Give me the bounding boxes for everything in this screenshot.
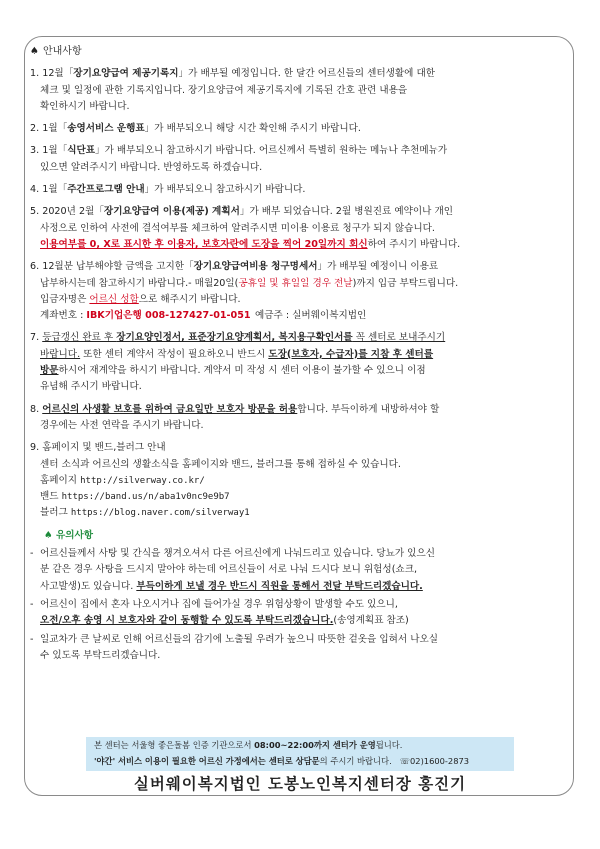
notice-item-4: 4. 1월「주간프로그램 안내」가 배부되오니 참고하시기 바랍니다. bbox=[30, 184, 306, 196]
notice-content bbox=[30, 44, 570, 664]
notice-item-1: 1. 12월「장기요양급여 제공기록지」가 배부될 예정입니다. 한 달간 어르신들의 센터생활에 대한 체크 및 일정에 관한 기록지입니다. 장기요양급여 제공기록지에 기록된 간호 관련 내용을 확인하시기 바랍니다. bbox=[30, 68, 436, 112]
account-number: IBK기업은행 008-127427-01-051 bbox=[86, 310, 251, 322]
notice-item-2: 2. 1월「송영서비스 운행표」가 배부되오니 해당 시간 확인해 주시기 바랍니다. bbox=[30, 123, 361, 135]
blog-link[interactable]: https://blog.naver.com/silverway1 bbox=[70, 508, 250, 519]
notice-title: 안내사항 bbox=[42, 46, 82, 57]
info-box: 본 센터는 서울형 좋은돌봄 인증 기관으로서 08:00~22:00까지 센터가 운영됩니다. '야간' 서비스 이용이 필요한 어르신 가정에서는 센터로 상담문의 주시기 바랍니다. ☏02)1600-2873 bbox=[86, 737, 514, 771]
notice-item-6: 6. 12월분 납부해야할 금액을 고지한「장기요양급여비용 청구명세서」가 배부될 예정이니 이용료 납부하시는데 참고하시기 바랍니다.- 매월20일(공휴일 및 휴일일 경우 전날)까지 입금 부탁드립니다. 입금자명은 어르신 성함으로 해주시기 바랍니다. 계좌번호 : IBK기업은행 008-127427-01-051 예금주 : 실버웨이복지법인 bbox=[30, 261, 459, 322]
caution-note-3: - 일교차가 큰 날씨로 인해 어르신들의 감기에 노출될 우려가 높으니 따뜻한 겉옷을 입혀서 나오실 수 있도록 부탁드리겠습니다. bbox=[30, 633, 439, 661]
caution-title: 유의사항 bbox=[55, 529, 94, 541]
caution-note-1: - 어르신들께서 사탕 및 간식을 챙겨오셔서 다른 어르신에게 나눠드리고 있습니다. 당뇨가 있으신 분 같은 경우 사탕을 드시지 말아야 하는데 어르신들이 서로 나눠 드시다 보니 위험성(쇼크, 사고발생)도 있습니다. 부득이하게 보낼 경우 반드시 직원을 통해서 전달 부탁드리겠습니다. bbox=[30, 548, 435, 592]
footer-signature: 실버웨이복지법인 도봉노인복지센터장 홍진기 bbox=[133, 775, 467, 793]
notice-item-3: 3. 1월「식단표」가 배부되오니 참고하시기 바랍니다. 어르신께서 특별히 원하는 메뉴나 추천메뉴가 있으면 알려주시기 바랍니다. 반영하도록 하겠습니다. bbox=[30, 145, 448, 173]
club-icon: ♠ bbox=[30, 46, 39, 57]
notice-item-5: 5. 2020년 2월「장기요양급여 이용(제공) 계획서」가 배부 되었습니다. 2월 병원진료 예약이나 개인 사정으로 인하여 사전에 결석여부를 체크하여 알려주시면 미이용 이용료 청구가 되지 않습니다. 이용여부를 0, X로 표시한 후 이용자, 보호자란에 도장을 찍어 20일까지 회신하여 주시기 바랍니다. bbox=[30, 206, 461, 250]
phone-number: 02)1600-2873 bbox=[410, 756, 470, 766]
caution-section bbox=[30, 528, 570, 664]
notice-item-7: 7. 등급갱신 완료 후 장기요양인정서, 표준장기요양계획서, 복지용구확인서를 꼭 센터로 보내주시기 바랍니다. 또한 센터 계약서 작성이 필요하오니 반드시 도장(보호자, 수급자)를 지참 후 센터를 방문하시어 재계약을 하시기 바랍니다. 계약서 미 작성 시 센터 이용이 불가할 수 있으니 이점 유념해 주시기 바랍니다. bbox=[30, 332, 446, 393]
phone-icon: ☏ bbox=[399, 756, 411, 766]
band-link[interactable]: https://band.us/n/aba1v0nc9e9b7 bbox=[61, 492, 230, 503]
notice-item-9: 9. 홈페이지 및 밴드,블러그 안내 센터 소식과 어르신의 생활소식을 홈페이지와 밴드, 블러그를 통해 접하실 수 있습니다. 홈페이지 http://silverway.co.kr/ 밴드 https://band.us/n/aba1v0nc9e9b7 블러그 https://blog.naver.com/silverway1 bbox=[30, 442, 401, 519]
club-icon: ♠ bbox=[44, 529, 53, 541]
caution-note-2: - 어르신이 집에서 혼자 나오시거나 집에 들어가실 경우 위험상황이 발생할 수도 있으니, 오전/오후 송영 시 보호자와 같이 동행할 수 있도록 부탁드리겠습니다.(송영계획표 참조) bbox=[30, 598, 409, 627]
notice-item-8: 8. 어르신의 사생활 보호를 위하여 금요일만 보호자 방문을 허용합니다. 부득이하게 내방하셔야 할 경우에는 사전 연락을 주시기 바랍니다. bbox=[30, 403, 440, 431]
notice-header bbox=[30, 44, 570, 60]
homepage-link[interactable]: http://silverway.co.kr/ bbox=[80, 475, 205, 486]
